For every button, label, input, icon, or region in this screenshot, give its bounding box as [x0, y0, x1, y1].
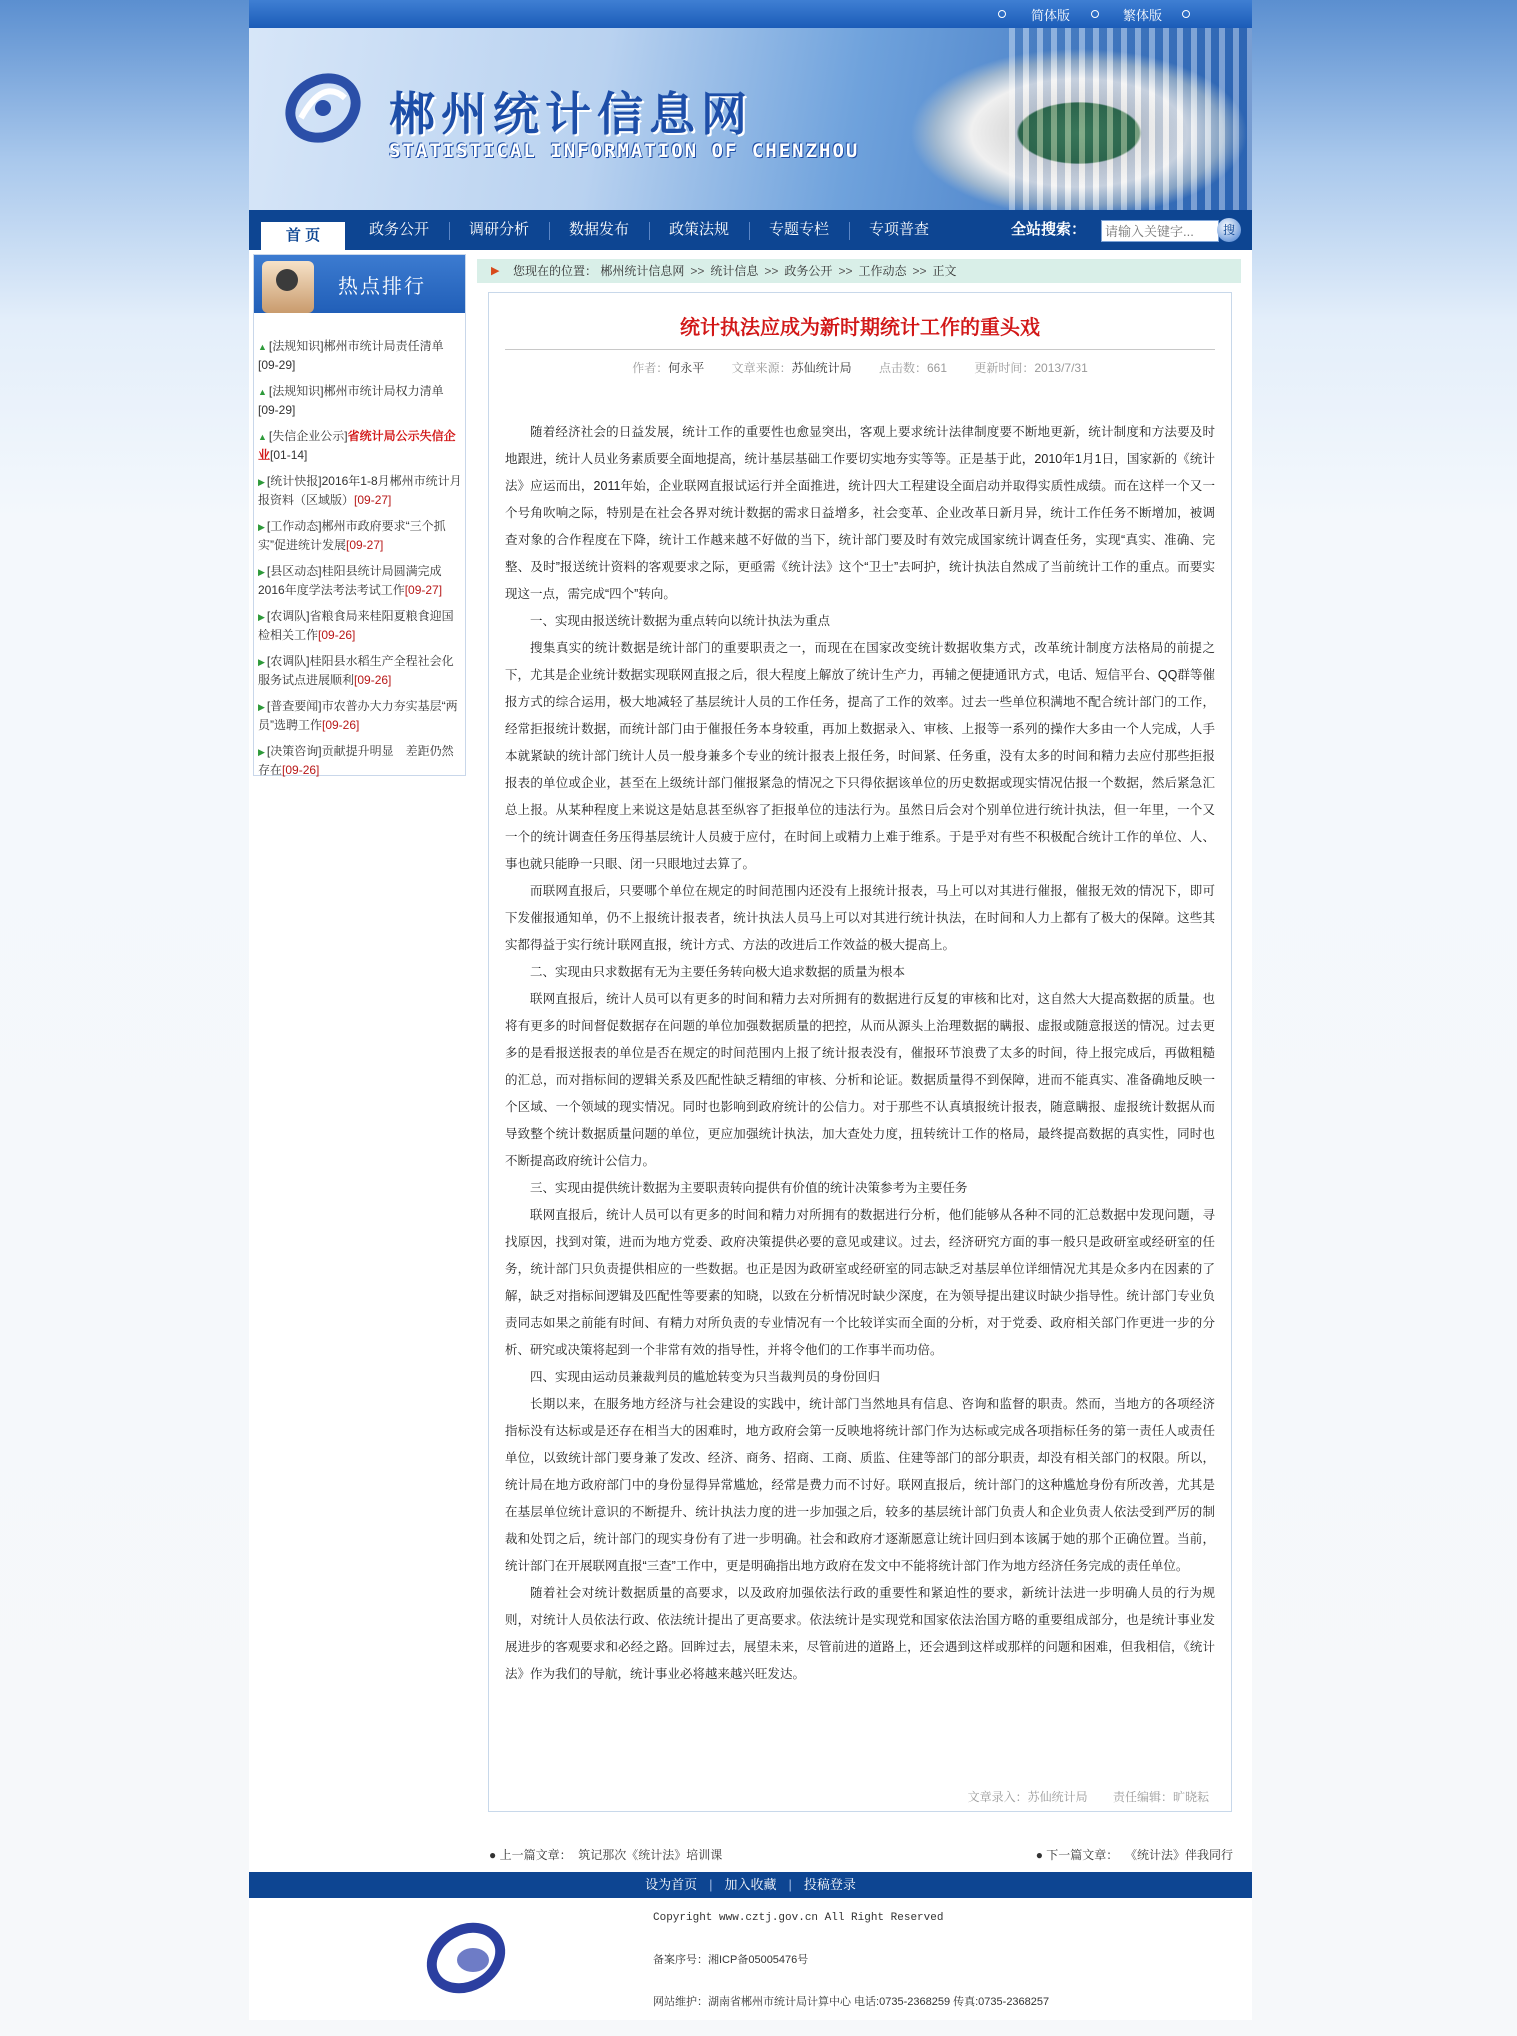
- bullet-icon: [1091, 10, 1099, 18]
- hot-item-date: [09-27]: [354, 493, 392, 507]
- author-label: 作者：: [632, 361, 669, 375]
- breadcrumb: [477, 259, 1241, 283]
- hot-item-date: [09-27]: [404, 583, 443, 597]
- hot-item-date: [09-29]: [258, 403, 296, 417]
- hit-count: 661: [926, 361, 948, 375]
- list-item[interactable]: [258, 652, 463, 689]
- top-bar: [249, 0, 1252, 28]
- bullet-icon: ●: [489, 1848, 500, 1862]
- hits-label: 点击数：: [878, 361, 927, 375]
- triangle-icon: ▶: [258, 567, 265, 577]
- icp-number: 备案序号：湘ICP备05005476号: [653, 1954, 809, 1966]
- article-meta: [489, 359, 1231, 376]
- triangle-icon: ▶: [258, 657, 265, 667]
- list-item[interactable]: [258, 337, 463, 374]
- nav-home[interactable]: 首 页: [261, 222, 345, 250]
- prev-article-link[interactable]: 筑记那次《统计法》培训课: [578, 1848, 723, 1862]
- simplified-link[interactable]: 简体版: [1031, 8, 1071, 23]
- breadcrumb-separator: >>: [912, 264, 927, 278]
- hot-item-link[interactable]: [法规知识]郴州市统计局权力清单: [268, 384, 444, 398]
- section-heading: 四、实现由运动员兼裁判员的尴尬转变为只当裁判员的身份回归: [530, 1370, 881, 1384]
- paragraph: 随着经济社会的日益发展，统计工作的重要性也愈显突出，客观上要求统计法律制度要不断地更新，统计制度和方法要及时地跟进，统计人员业务素质要全面地提高，统计基层基础工作要切实地夯实等等。正是基于此，2010年1月1日，国家新的《统计法》应运而出，2011年始，企业联网直报试运行并全面推进，统计四大工程建设全面启动并取得实质性成绩。而在这样一个又一个号角吹响之际，特别是在社会各界对统计数据的需求日益增多，社会变革、企业改革日新月异，统计工作任务不断增加，被调查对象的合作程度在下降，统计工作越来越不好做的当下，统计部门要及时有效完成国家统计调查任务，实现“真实、准确、完整、及时”报送统计资料的客观要求之际，更亟需《统计法》这个“卫士”去呵护，统计执法自然成了当前统计工作的重点。而要实现这一点，需完成“四个”转向。: [505, 425, 1215, 601]
- entry-by: 苏仙统计局: [1027, 1790, 1088, 1804]
- list-item[interactable]: [258, 562, 463, 599]
- copyright: Copyright www.cztj.gov.cn All Right Reserved: [653, 1912, 944, 1924]
- nav-research-analysis[interactable]: 调研分析: [468, 221, 529, 238]
- hot-item-link[interactable]: [工作动态]郴州市政府要求“三个抓实”促进统计发展: [258, 519, 446, 552]
- arrow-right-icon: ▶: [491, 265, 500, 277]
- site-subtitle: STATISTICAL INFORMATION OF CHENZHOU: [389, 140, 860, 162]
- triangle-icon: ▶: [258, 702, 265, 712]
- hot-ranking-panel: [253, 254, 466, 776]
- entry-label: 文章录入：: [967, 1790, 1028, 1804]
- hot-ranking-header: [254, 255, 465, 313]
- list-item[interactable]: [258, 517, 463, 554]
- hot-ranking-title: 热点排行: [338, 276, 426, 298]
- hot-item-link[interactable]: [法规知识]郴州市统计局责任清单: [268, 339, 444, 353]
- triangle-icon: ▶: [258, 747, 265, 757]
- hot-item-date: [09-26]: [282, 763, 320, 777]
- hot-item-link[interactable]: [县区动态]桂阳县统计局圆满完成2016年度学法考法考试工作: [258, 564, 442, 597]
- hot-ranking-list: [258, 337, 463, 787]
- hot-item-prefix[interactable]: [失信企业公示]: [268, 429, 348, 443]
- hot-item-link[interactable]: [普查要闻]市农普办大力夯实基层“两员”选聘工作: [258, 699, 458, 732]
- hot-item-date: [01-14]: [270, 448, 308, 462]
- source: 苏仙统计局: [791, 361, 852, 375]
- list-item[interactable]: [258, 427, 463, 464]
- set-homepage-link[interactable]: 设为首页: [645, 1877, 698, 1892]
- maintainer-info: 网站维护：湖南省郴州市统计局计算中心 电话:0735-2368259 传真:0735-2368257: [653, 1996, 1050, 2008]
- hot-item-date: [09-26]: [322, 718, 360, 732]
- search-input[interactable]: [1101, 220, 1219, 242]
- next-article: [1036, 1846, 1233, 1863]
- prev-article: [489, 1846, 722, 1863]
- triangle-icon: ▲: [258, 432, 267, 442]
- list-item[interactable]: [258, 382, 463, 419]
- hot-item-link[interactable]: [农调队]桂阳县水稻生产全程社会化服务试点进展顺利: [258, 654, 454, 687]
- breadcrumb-separator: >>: [764, 264, 779, 278]
- breadcrumb-link-stats[interactable]: 统计信息: [710, 264, 759, 278]
- list-item[interactable]: [258, 607, 463, 644]
- section-heading: 一、实现由报送统计数据为重点转向以统计执法为重点: [530, 614, 831, 628]
- author: 何永平: [668, 361, 705, 375]
- title-divider: [505, 349, 1215, 350]
- triangle-icon: ▶: [258, 477, 265, 487]
- site-logo-icon: [283, 68, 363, 148]
- source-label: 文章来源：: [731, 361, 792, 375]
- breadcrumb-separator: >>: [838, 264, 853, 278]
- bullet-icon: ●: [1035, 1848, 1047, 1862]
- footer-info: [653, 1908, 1049, 2034]
- hot-item-link[interactable]: 省统计局公示失信企业: [258, 429, 456, 462]
- list-item[interactable]: [258, 472, 463, 509]
- hot-item-link[interactable]: [决策咨询]贡献提升明显 差距仍然存在: [258, 744, 454, 777]
- paragraph: 长期以来，在服务地方经济与社会建设的实践中，统计部门当然地具有信息、咨询和监督的职责。然而，当地方的各项经济指标没有达标或是还存在相当大的困难时，地方政府会第一反映地将统计部门作为达标或完成各项指标任务的第一责任人或责任单位，以致统计部门要身兼了发改、经济、商务、招商、工商、质监、住建等部门的部分职责，却没有相关部门的权限。所以，统计局在地方政府部门中的身份显得异常尴尬，经常是费力而不讨好。联网直报后，统计部门的这种尴尬身份有所改善，尤其是在基层单位统计意识的不断提升、统计执法力度的进一步加强之后，较多的基层统计部门负责人和企业负责人依法受到严厉的制裁和处罚之后，统计部门的现实身份有了进一步明确。社会和政府才逐渐愿意让统计回归到本该属于她的那个正确位置。当前，统计部门在开展联网直报“三查”工作中，更是明确指出地方政府在发文中不能将统计部门作为地方经济任务完成的责任单位。: [505, 1397, 1215, 1573]
- paragraph: 联网直报后，统计人员可以有更多的时间和精力去对所拥有的数据进行反复的审核和比对，这自然大大提高数据的质量。也将有更多的时间督促数据存在问题的单位加强数据质量的把控，从而从源头上治理数据的瞒报、虚报或随意报送的情况。过去更多的是看报送报表的单位是否在规定的时间范围内上报了统计报表没有，催报环节浪费了太多的时间，待上报完成后，再做粗糙的汇总，而对指标间的逻辑关系及匹配性缺乏精细的审核、分析和论证。数据质量得不到保障，进而不能真实、准备确地反映一个区域、一个领域的现实情况。同时也影响到政府统计的公信力。对于那些不认真填报统计报表，随意瞒报、虚报统计数据从而导致整个统计数据质量问题的单位，更应加强统计执法，加大查处力度，扭转统计工作的格局，最终提高数据的真实性，同时也不断提高政府统计公信力。: [505, 992, 1215, 1168]
- triangle-icon: ▶: [258, 522, 265, 532]
- hot-item-date: [09-26]: [354, 673, 392, 687]
- hot-item-date: [09-26]: [318, 628, 356, 642]
- site-title: 郴州统计信息网: [389, 87, 753, 141]
- prev-label: 上一篇文章：: [499, 1848, 572, 1862]
- site-banner: [249, 28, 1252, 210]
- editor-label: 责任编辑：: [1112, 1790, 1173, 1804]
- article-navigation: [477, 1846, 1241, 1866]
- nav-divider: [849, 222, 850, 240]
- updated-label: 更新时间：: [974, 361, 1035, 375]
- updated-date: 2013/7/31: [1034, 361, 1088, 375]
- nav-divider: [549, 222, 550, 240]
- breadcrumb-current: 正文: [932, 264, 957, 278]
- hot-item-link[interactable]: [农调队]省粮食局来桂阳夏粮食迎国检相关工作: [258, 609, 454, 642]
- nav-divider: [449, 222, 450, 240]
- triangle-icon: ▲: [258, 387, 267, 397]
- nav-divider: [649, 222, 650, 240]
- nav-data-release[interactable]: 数据发布: [568, 221, 629, 238]
- triangle-icon: ▲: [258, 342, 267, 352]
- article: [488, 292, 1232, 1812]
- nav-special-topics[interactable]: 专题专栏: [768, 221, 829, 238]
- nav-policies[interactable]: 政策法规: [668, 221, 729, 238]
- footer-divider: |: [788, 1877, 792, 1892]
- search-label: 全站搜索：: [1011, 221, 1087, 238]
- hot-item-link[interactable]: [统计快报]2016年1-8月郴州市统计月报资料（区域版）: [258, 474, 462, 507]
- traditional-link[interactable]: 繁体版: [1123, 8, 1163, 23]
- section-heading: 三、实现由提供统计数据为主要职责转向提供有价值的统计决策参考为主要任务: [530, 1181, 968, 1195]
- breadcrumb-separator: >>: [690, 264, 705, 278]
- triangle-icon: ▶: [258, 612, 265, 622]
- hot-item-date: [09-29]: [258, 358, 296, 372]
- reader-icon: [262, 261, 314, 313]
- paragraph: 联网直报后，统计人员可以有更多的时间和精力对所拥有的数据进行分析，他们能够从各种不同的汇总数据中发现问题，寻找原因，找到对策，进而为地方党委、政府决策提供必要的意见或建议。过去，经济研究方面的事一般只是政研室或经研室的任务，统计部门只负责提供相应的一些数据。也正是因为政研室或经研室的同志缺乏对基层单位详细情况尤其是众多内在因素的了解，缺乏对指标间逻辑及匹配性等要素的知晓，以致在分析情况时缺少深度，在为领导提出建议时缺少指导性。统计部门专业负责同志如果之前能有时间、有精力对所负责的专业情况有一个比较详实而全面的分析，对于党委、政府相关部门作更进一步的分析、研究或决策将起到一个非常有效的指导性，并将令他们的工作事半而功倍。: [505, 1208, 1215, 1357]
- paragraph: 随着社会对统计数据质量的高要求，以及政府加强依法行政的重要性和紧迫性的要求，新统计法进一步明确人员的行为规则，对统计人员依法行政、依法统计提出了更高要求。依法统计是实现党和国家依法治国方略的重要组成部分，也是统计事业发展进步的客观要求和必经之路。回眸过去，展望未来，尽管前进的道路上，还会遇到这样或那样的问题和困难，但我相信，《统计法》作为我们的导航，统计事业必将越来越兴旺发达。: [505, 1586, 1215, 1681]
- paragraph: 搜集真实的统计数据是统计部门的重要职责之一，而现在在国家改变统计数据收集方式，改革统计制度方法格局的前提之下，尤其是企业统计数据实现联网直报之后，很大程度上解放了统计生产力，再辅之便捷通讯方式，电话、短信平台、QQ群等催报方式的综合运用，极大地减轻了基层统计人员的工作任务，提高了工作的效率。过去一些单位积满地不配合统计部门的工作，经常拒报统计数据，而统计部门由于催报任务本身较重，再加上数据录入、审核、上报等一系列的操作大多由一个人完成，人手本就紧缺的统计部门统计人员一般身兼多个专业的统计报表上报任务，时间紧、任务重，没有太多的时间和精力去应付那些拒报报表的单位或企业，甚至在上级统计部门催报紧急的情况之下只得依据该单位的历史数据或现实情况估报一个数据，然后紧急汇总上报。从某种程度上来说这是姑息甚至纵容了拒报单位的违法行为。虽然日后会对个别单位进行统计执法，但一年里，一个又一个的统计调查任务压得基层统计人员疲于应付，在时间上或精力上难于维系。于是乎对有些不积极配合统计工作的单位、人、事也就只能睁一只眼、闭一只眼地过去算了。: [505, 641, 1215, 871]
- city-image: [1009, 28, 1252, 210]
- footer-links: [249, 1872, 1252, 1898]
- next-article-link[interactable]: 《统计法》伴我同行: [1124, 1848, 1233, 1862]
- add-favorite-link[interactable]: 加入收藏: [724, 1877, 777, 1892]
- section-heading: 二、实现由只求数据有无为主要任务转向极大追求数据的质量为根本: [530, 965, 906, 979]
- breadcrumb-label: 您现在的位置：: [513, 264, 598, 278]
- main-nav: [249, 210, 1252, 250]
- bullet-icon: [998, 10, 1006, 18]
- nav-census[interactable]: 专项普查: [868, 221, 929, 238]
- breadcrumb-link-home[interactable]: 郴州统计信息网: [600, 264, 685, 278]
- article-title: 统计执法应成为新时期统计工作的重头戏: [680, 317, 1040, 339]
- list-item[interactable]: [258, 697, 463, 734]
- search-button[interactable]: 搜: [1217, 218, 1241, 242]
- list-item[interactable]: [258, 742, 463, 779]
- footer-logo-icon: [421, 1916, 511, 1996]
- hot-item-date: [09-27]: [346, 538, 384, 552]
- nav-divider: [749, 222, 750, 240]
- bullet-icon: [1182, 10, 1190, 18]
- page-frame: [249, 0, 1252, 2020]
- editor: 旷晓耘: [1172, 1790, 1209, 1804]
- footer-divider: |: [709, 1877, 713, 1892]
- submit-login-link[interactable]: 投稿登录: [803, 1877, 856, 1892]
- breadcrumb-link-news[interactable]: 工作动态: [858, 264, 907, 278]
- article-footer-meta: [946, 1788, 1209, 1805]
- breadcrumb-link-gov[interactable]: 政务公开: [784, 264, 833, 278]
- paragraph: 而联网直报后，只要哪个单位在规定的时间范围内还没有上报统计报表，马上可以对其进行催报，催报无效的情况下，即可下发催报通知单，仍不上报统计报表者，统计执法人员马上可以对其进行统计执法，在时间和人力上都有了极大的保障。这些其实都得益于实行统计联网直报，统计方式、方法的改进后工作效益的极大提高上。: [505, 884, 1215, 952]
- next-label: 下一篇文章：: [1046, 1848, 1119, 1862]
- nav-government-affairs[interactable]: 政务公开: [368, 221, 429, 238]
- article-body: [505, 419, 1215, 1688]
